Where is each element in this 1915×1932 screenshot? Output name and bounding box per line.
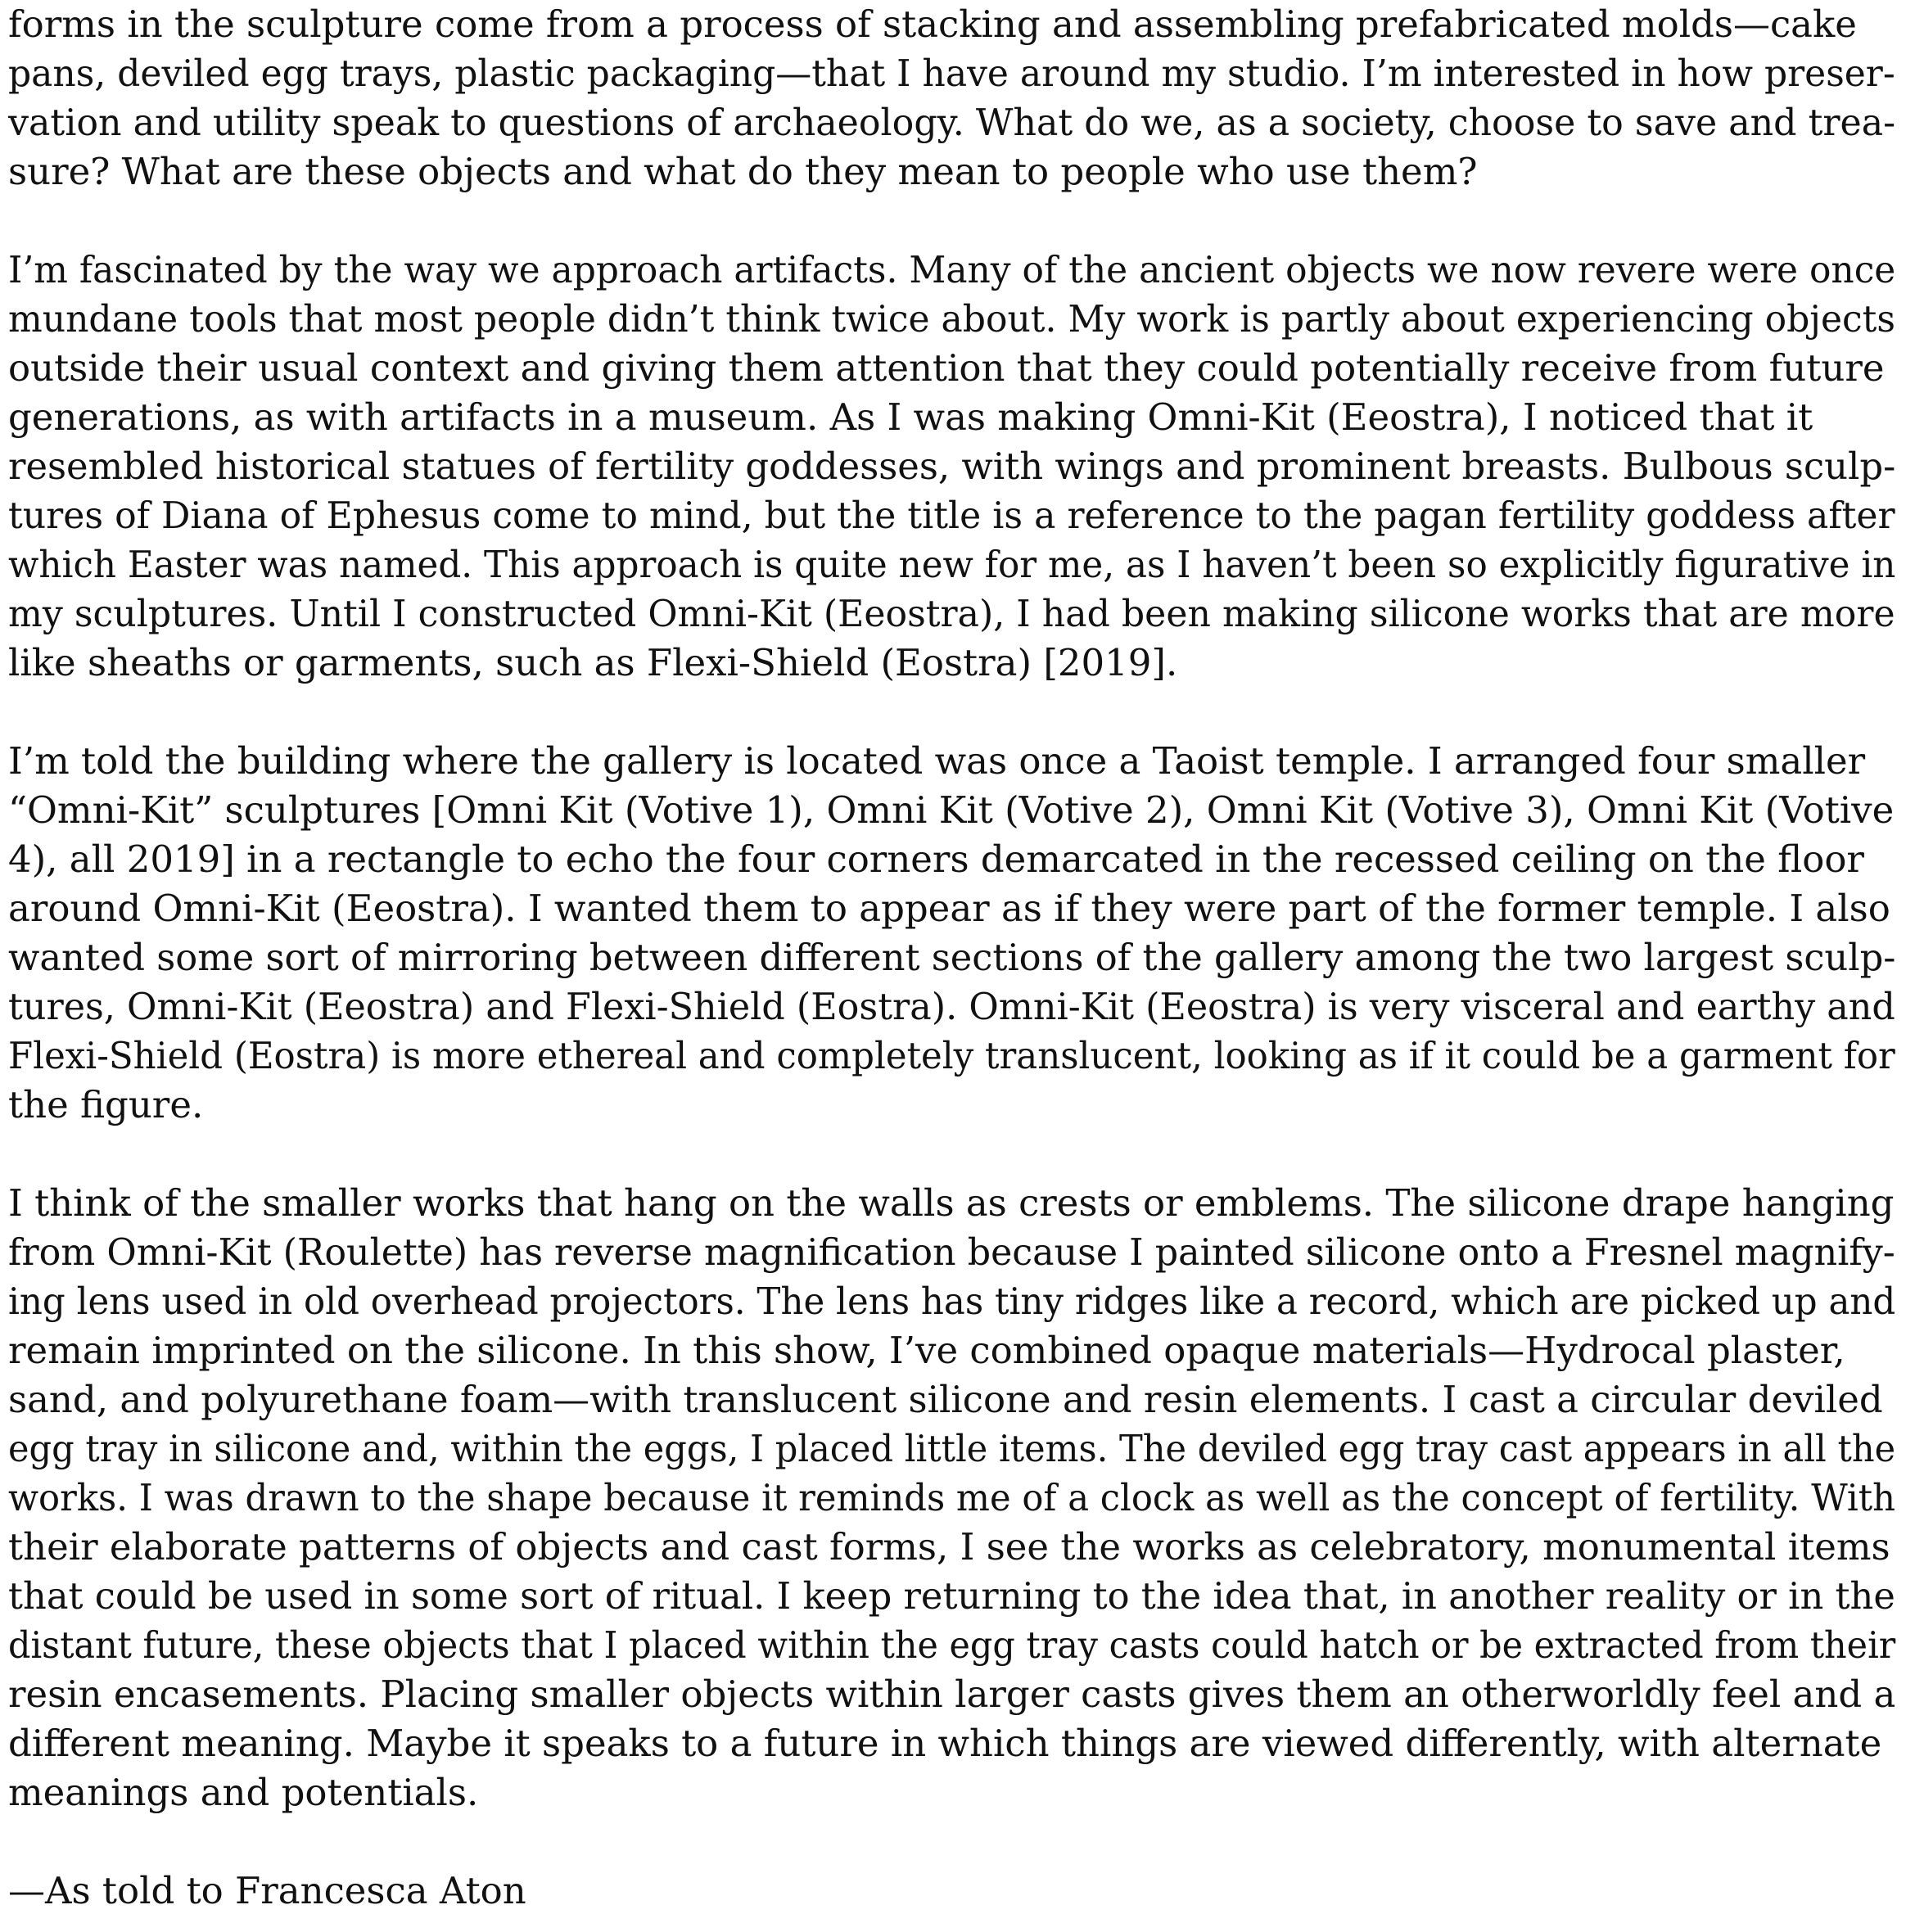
text-line: sure? What are these objects and what do they mean to people who use them? bbox=[8, 150, 1478, 193]
text-line: “Omni-Kit” sculptures [Omni Kit (Votive 1), Omni Kit (Votive 2), Omni Kit (Votive 3), Omni Kit (Votive bbox=[8, 788, 1895, 832]
text-line: resembled historical statues of fertility goddesses, with wings and prominent breasts. Bulbous sculp- bbox=[8, 445, 1896, 488]
text-line: different meaning. Maybe it speaks to a future in which things are viewed differently, with alternate bbox=[8, 1722, 1882, 1765]
text-line: vation and utility speak to questions of archaeology. What do we, as a society, choose to save and trea- bbox=[8, 101, 1896, 144]
article-body bbox=[8, 0, 1895, 1916]
text-line: I think of the smaller works that hang on the walls as crests or emblems. The silicone drape hanging bbox=[8, 1181, 1895, 1225]
text-line: from Omni-Kit (Roulette) has reverse magnification because I painted silicone onto a Fresnel magnify- bbox=[8, 1230, 1895, 1274]
attribution: —As told to Francesca Aton bbox=[8, 1869, 526, 1912]
text-line: tures of Diana of Ephesus come to mind, but the title is a reference to the pagan fertility goddess after bbox=[8, 494, 1895, 537]
paragraph-spacer bbox=[8, 1130, 1895, 1179]
paragraph-spacer bbox=[8, 688, 1895, 737]
text-line: around Omni-Kit (Eeostra). I wanted them to appear as if they were part of the former temple. I also bbox=[8, 887, 1890, 930]
text-line: ing lens used in old overhead projectors. The lens has tiny ridges like a record, which are picked up and bbox=[8, 1280, 1896, 1323]
text-line: sand, and polyurethane foam—with translucent silicone and resin elements. I cast a circular deviled bbox=[8, 1378, 1883, 1421]
text-line: wanted some sort of mirroring between different sections of the gallery among the two largest sculp- bbox=[8, 936, 1896, 979]
text-line: forms in the sculpture come from a process of stacking and assembling prefabricated molds—cake bbox=[8, 2, 1857, 46]
paragraph-2 bbox=[8, 246, 1895, 688]
text-line: egg tray in silicone and, within the eggs, I placed little items. The deviled egg tray cast appears in all the bbox=[8, 1427, 1896, 1470]
text-line: tures, Omni-Kit (Eeostra) and Flexi-Shield (Eostra). Omni-Kit (Eeostra) is very visceral and earthy and bbox=[8, 985, 1895, 1028]
text-line: works. I was drawn to the shape because it reminds me of a clock as well as the concept of fertility. With bbox=[8, 1476, 1896, 1519]
text-line: generations, as with artifacts in a museum. As I was making Omni-Kit (Eeostra), I noticed that it bbox=[8, 395, 1813, 439]
text-line: which Easter was named. This approach is quite new for me, as I haven’t been so explicitly figurative in bbox=[8, 543, 1896, 586]
text-line: resin encasements. Placing smaller objects within larger casts gives them an otherworldly feel and a bbox=[8, 1672, 1896, 1716]
text-line: meanings and potentials. bbox=[8, 1771, 479, 1814]
paragraph-1 bbox=[8, 0, 1895, 196]
text-line: like sheaths or garments, such as Flexi-Shield (Eostra) [2019]. bbox=[8, 641, 1178, 684]
paragraph-4 bbox=[8, 1179, 1895, 1817]
text-line: the figure. bbox=[8, 1083, 204, 1126]
text-line: distant future, these objects that I placed within the egg tray casts could hatch or be extracted from their bbox=[8, 1623, 1896, 1667]
text-line: Flexi-Shield (Eostra) is more ethereal and completely translucent, looking as if it could be a garment for bbox=[8, 1034, 1895, 1077]
text-line: 4), all 2019] in a rectangle to echo the four corners demarcated in the recessed ceiling on the floor bbox=[8, 837, 1864, 881]
text-line: mundane tools that most people didn’t think twice about. My work is partly about experiencing objects bbox=[8, 297, 1895, 341]
paragraph-spacer bbox=[8, 196, 1895, 246]
text-line: my sculptures. Until I constructed Omni-Kit (Eeostra), I had been making silicone works that are more bbox=[8, 592, 1895, 635]
text-line: their elaborate patterns of objects and cast forms, I see the works as celebratory, monumental items bbox=[8, 1525, 1890, 1569]
paragraph-3 bbox=[8, 737, 1895, 1130]
text-line: pans, deviled egg trays, plastic packaging—that I have around my studio. I’m interested in how preser- bbox=[8, 52, 1895, 95]
text-line: I’m told the building where the gallery is located was once a Taoist temple. I arranged four smaller bbox=[8, 739, 1866, 783]
text-line: I’m fascinated by the way we approach artifacts. Many of the ancient objects we now revere were once bbox=[8, 248, 1896, 291]
paragraph-spacer bbox=[8, 1817, 1895, 1867]
text-line: that could be used in some sort of ritual. I keep returning to the idea that, in another reality or in the bbox=[8, 1574, 1895, 1618]
text-line: outside their usual context and giving them attention that they could potentially receive from future bbox=[8, 346, 1885, 390]
text-line: remain imprinted on the silicone. In this show, I’ve combined opaque materials—Hydrocal plaster, bbox=[8, 1329, 1845, 1372]
